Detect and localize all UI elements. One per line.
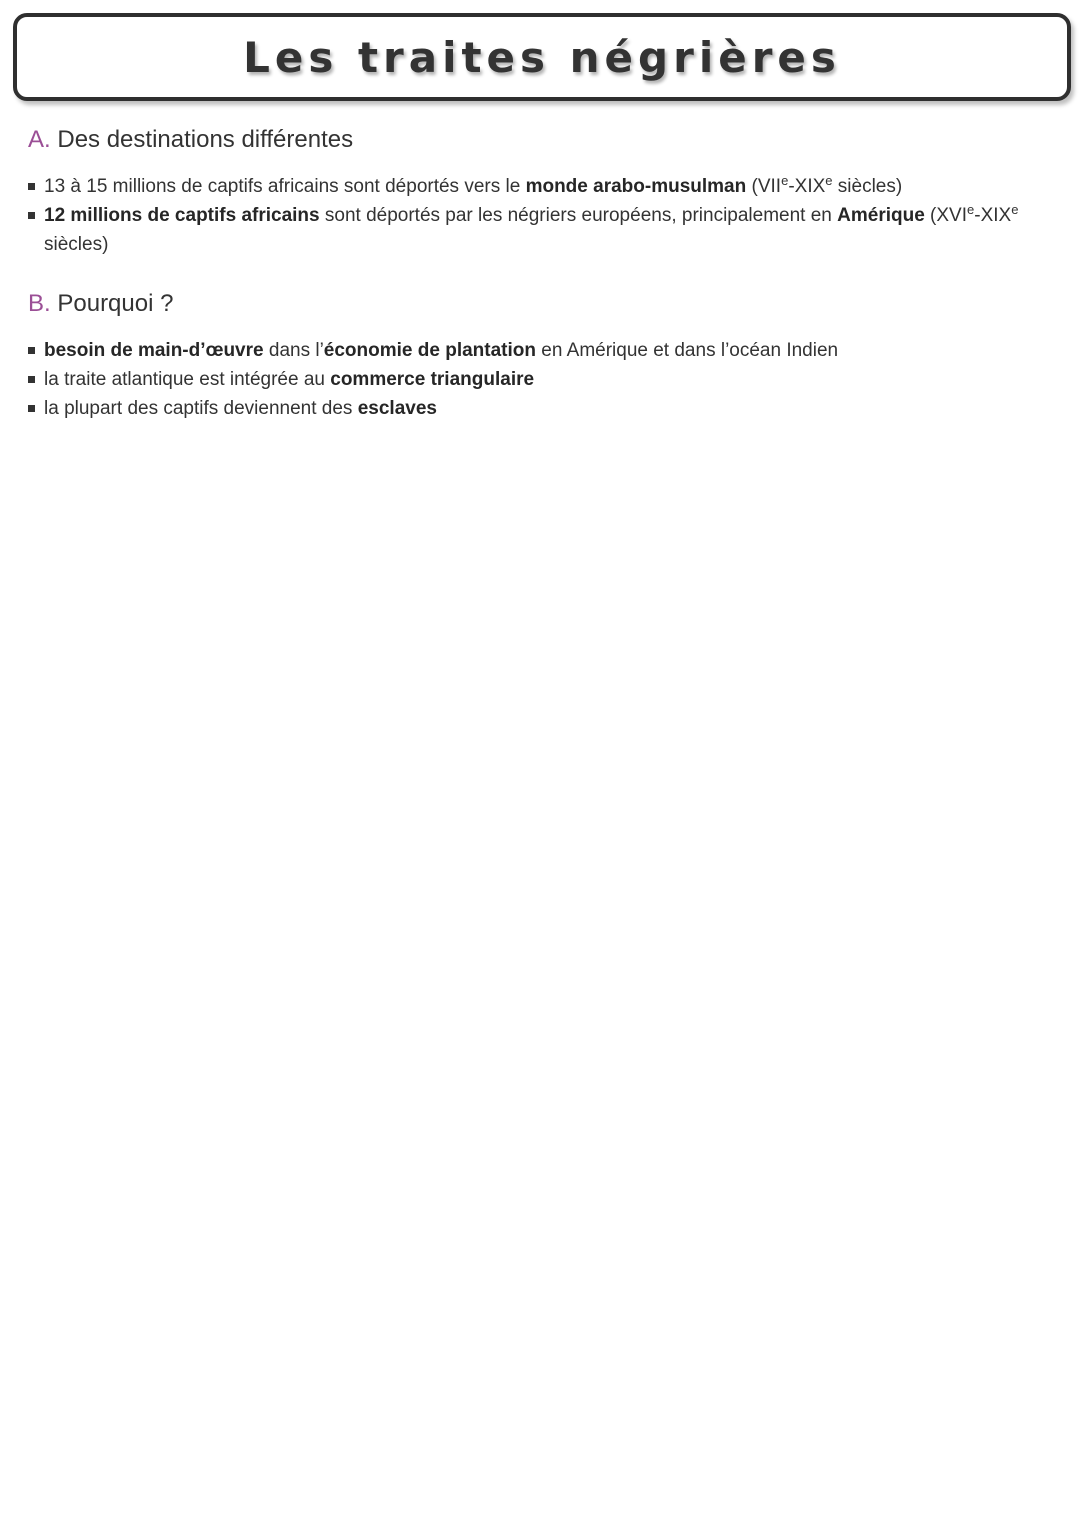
list-item	[28, 336, 1068, 365]
section-heading-text: Des destinations différentes	[57, 126, 354, 153]
section-heading	[28, 124, 1068, 156]
superscript: e	[967, 202, 975, 217]
item-bold: Amérique	[837, 205, 925, 226]
section-letter: A.	[28, 126, 51, 153]
superscript: e	[825, 173, 833, 188]
list-item	[28, 201, 1068, 259]
item-text: (VII	[746, 176, 782, 197]
list-item	[28, 365, 1068, 394]
page-title: Les traites négrières	[243, 32, 841, 82]
section-a	[28, 124, 1068, 259]
item-text: -XIX	[974, 205, 1012, 226]
item-text: la plupart des captifs deviennent des	[44, 398, 358, 419]
superscript: e	[1011, 202, 1019, 217]
title-box	[13, 13, 1071, 101]
list-item	[28, 172, 1068, 201]
item-text: sont déportés par les négriers européens, principalement en	[319, 205, 838, 226]
item-text: la traite atlantique est intégrée au	[44, 369, 331, 390]
item-bold: monde arabo-musulman	[525, 176, 747, 197]
bullet-list	[28, 336, 1068, 423]
item-text: dans l’	[263, 340, 324, 361]
item-text: 13 à 15 millions de captifs africains sont déportés vers le	[44, 176, 526, 197]
item-bold: économie de plantation	[323, 340, 536, 361]
item-text: (XVI	[924, 205, 968, 226]
superscript: e	[781, 173, 789, 188]
item-text: en Amérique et dans l’océan Indien	[536, 340, 839, 361]
item-bold: esclaves	[357, 398, 437, 419]
item-text: -XIX	[788, 176, 826, 197]
section-letter: B.	[28, 290, 51, 317]
item-bold: 12 millions de captifs africains	[44, 205, 320, 226]
bullet-list	[28, 172, 1068, 259]
section-heading	[28, 288, 1068, 320]
item-text: siècles)	[832, 176, 903, 197]
item-bold: commerce triangulaire	[330, 369, 535, 390]
item-bold: besoin de main-d’œuvre	[44, 340, 264, 361]
list-item	[28, 394, 1068, 423]
section-b	[28, 288, 1068, 423]
section-heading-text: Pourquoi ?	[57, 290, 174, 317]
item-text: siècles)	[44, 234, 109, 255]
